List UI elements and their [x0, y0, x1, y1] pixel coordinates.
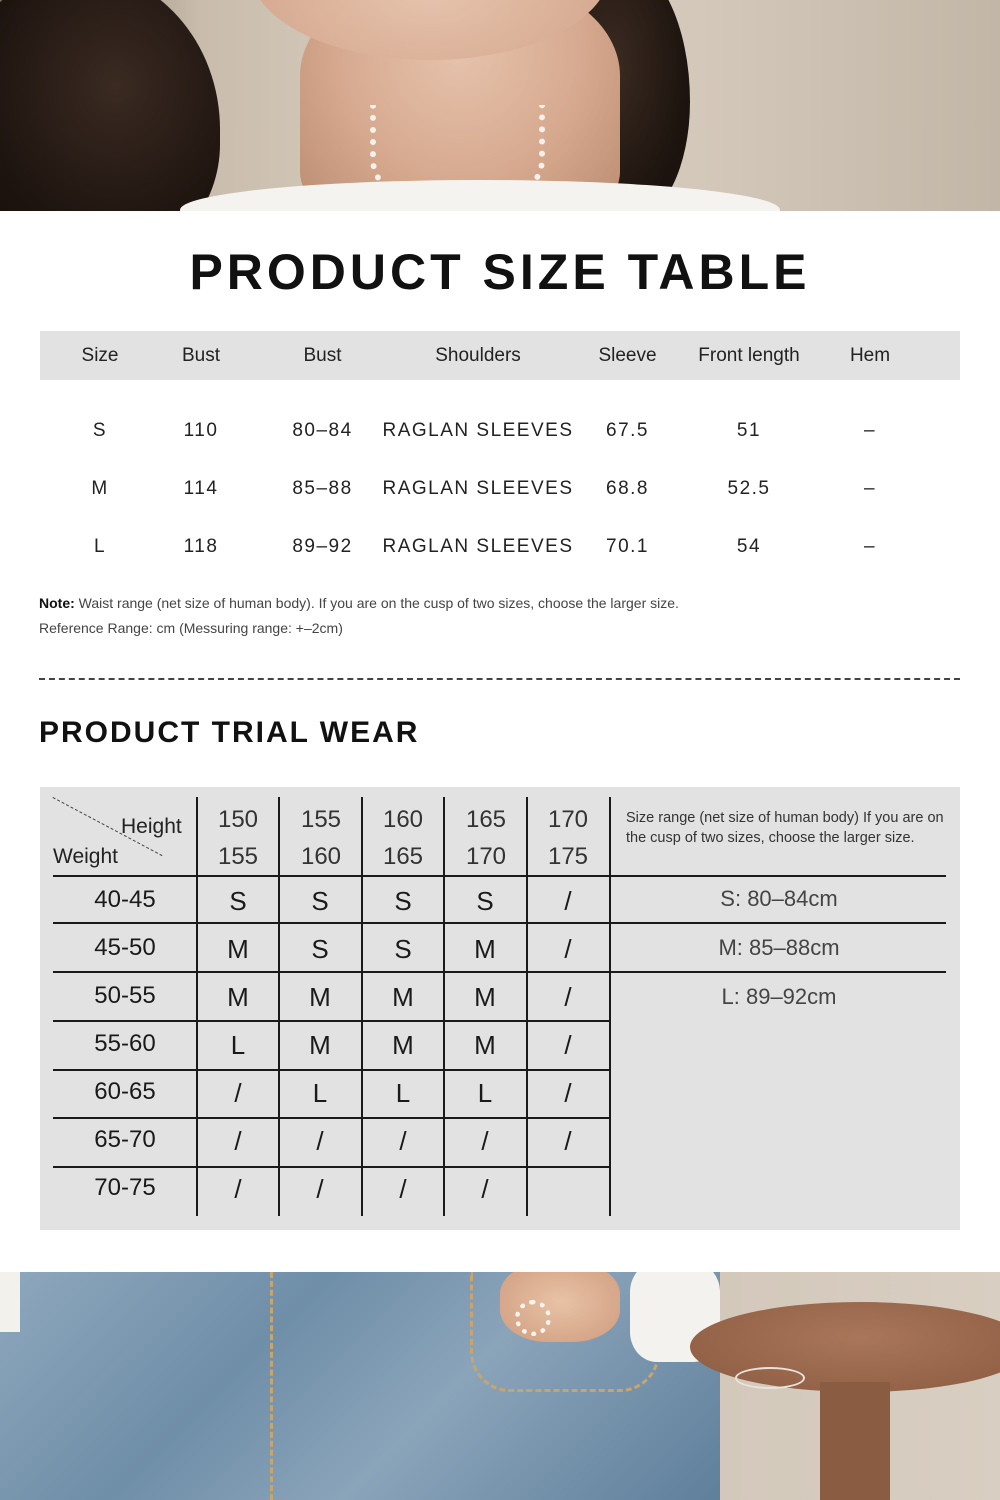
cell-hem: – [863, 536, 877, 557]
header-size: Size [81, 345, 119, 366]
size-cell: L [477, 1078, 493, 1108]
table-row [40, 411, 960, 451]
blouse-shape [180, 180, 780, 211]
size-cell: S [311, 886, 329, 916]
size-cell: / [234, 1126, 242, 1156]
weight-label: 40-45 [94, 886, 156, 913]
model-photo-bottom [0, 1272, 1000, 1500]
model-photo-top [0, 0, 1000, 211]
size-cell: M [227, 982, 249, 1012]
cell-hem: – [863, 478, 877, 499]
header-bust-2: Bust [303, 345, 342, 366]
size-cell: / [564, 1030, 572, 1060]
cell-shoulders: RAGLAN SLEEVES [382, 478, 574, 499]
size-cell: / [564, 1078, 572, 1108]
header-hem: Hem [849, 345, 891, 366]
height-low: 150 [217, 806, 259, 833]
size-cell: S [311, 934, 329, 964]
size-cell: M [392, 982, 414, 1012]
size-cell: M [227, 934, 249, 964]
weight-axis-label: Weight [53, 845, 118, 868]
height-low: 155 [300, 806, 342, 833]
size-cell: / [399, 1174, 407, 1204]
size-cell: / [481, 1174, 489, 1204]
height-high: 155 [217, 843, 259, 870]
header-front-length: Front length [698, 345, 800, 366]
weight-label: 50-55 [94, 982, 156, 1009]
jeans-seam [270, 1272, 273, 1500]
note-text: Waist range (net size of human body). If you are on the cusp of two sizes, choose the larger size. [74, 595, 679, 611]
range-m: M: 85–88cm [718, 935, 840, 960]
header-shoulders: Shoulders [435, 345, 521, 366]
header-sleeve: Sleeve [598, 345, 657, 366]
range-s: S: 80–84cm [720, 886, 838, 911]
height-low: 160 [382, 806, 424, 833]
size-table-title: PRODUCT SIZE TABLE [189, 244, 811, 300]
height-header [280, 801, 362, 875]
height-header [445, 801, 527, 875]
table-row [40, 527, 960, 567]
cell-bust: 110 [183, 420, 219, 441]
size-cell: L [395, 1078, 411, 1108]
reference-range-note: Reference Range: cm (Messuring range: +–2cm) [39, 620, 343, 636]
height-high: 160 [300, 843, 342, 870]
cell-bust: 114 [183, 478, 219, 499]
size-cell: / [564, 886, 572, 916]
height-high: 170 [465, 843, 507, 870]
note-label: Note: [39, 595, 75, 611]
size-cell: M [474, 1030, 496, 1060]
height-header [362, 801, 444, 875]
weight-label: 70-75 [94, 1174, 156, 1201]
range-l: L: 89–92cm [721, 984, 837, 1009]
range-note: Size range (net size of human body) If you are on the cusp of two sizes, choose the larger size. [626, 810, 944, 846]
size-cell: S [394, 934, 412, 964]
weight-label: 45-50 [94, 934, 156, 961]
cell-hem: – [863, 420, 877, 441]
weight-label: 60-65 [94, 1078, 156, 1105]
weight-label: 55-60 [94, 1030, 156, 1057]
trial-wear-title: PRODUCT TRIAL WEAR [39, 716, 420, 749]
height-header [197, 801, 279, 875]
size-cell: M [474, 982, 496, 1012]
size-cell: / [399, 1126, 407, 1156]
size-cell: M [392, 1030, 414, 1060]
size-table-header [40, 331, 960, 380]
size-cell: S [476, 886, 494, 916]
table-leg [820, 1382, 890, 1500]
size-cell: M [309, 1030, 331, 1060]
cell-size: S [92, 420, 108, 441]
cell-front-length: 54 [736, 536, 762, 557]
size-cell: M [474, 934, 496, 964]
height-low: 170 [547, 806, 589, 833]
cell-bust: 118 [183, 536, 219, 557]
cell-shoulders: RAGLAN SLEEVES [382, 536, 574, 557]
height-high: 165 [382, 843, 424, 870]
size-cell: S [229, 886, 247, 916]
size-cell: / [234, 1174, 242, 1204]
table-row [40, 469, 960, 509]
cell-shoulders: RAGLAN SLEEVES [382, 420, 574, 441]
sleeve-left [0, 1272, 20, 1332]
hair-shape [0, 0, 220, 211]
size-cell: L [312, 1078, 328, 1108]
cell-sleeve: 68.8 [606, 478, 649, 499]
size-cell: / [481, 1126, 489, 1156]
header-bust: Bust [181, 345, 221, 366]
cell-sleeve: 67.5 [606, 420, 649, 441]
cell-bust-range: 85–88 [292, 478, 353, 499]
cell-sleeve: 70.1 [606, 536, 649, 557]
cell-front-length: 51 [736, 420, 762, 441]
size-cell: / [564, 1126, 572, 1156]
wine-glass [735, 1367, 805, 1389]
grid-line [53, 875, 946, 877]
cell-size: L [93, 536, 107, 557]
height-low: 165 [465, 806, 507, 833]
size-cell: / [316, 1174, 324, 1204]
size-cell: / [234, 1078, 242, 1108]
height-header [527, 801, 609, 875]
height-axis-label: Height [121, 815, 182, 838]
section-divider [39, 678, 960, 680]
weight-label: 65-70 [94, 1126, 156, 1153]
grid-line [53, 922, 946, 924]
pearl-ring [515, 1300, 551, 1336]
size-cell: M [309, 982, 331, 1012]
size-cell: S [394, 886, 412, 916]
cell-size: M [91, 478, 109, 499]
cell-front-length: 52.5 [727, 478, 771, 499]
size-cell: / [564, 982, 572, 1012]
grid-line [53, 971, 946, 973]
height-high: 175 [547, 843, 589, 870]
size-note [39, 595, 679, 611]
cell-bust-range: 89–92 [292, 536, 353, 557]
size-cell: L [230, 1030, 246, 1060]
size-cell: / [564, 934, 572, 964]
cell-bust-range: 80–84 [292, 420, 353, 441]
size-cell: / [316, 1126, 324, 1156]
grid-line [609, 797, 611, 1216]
